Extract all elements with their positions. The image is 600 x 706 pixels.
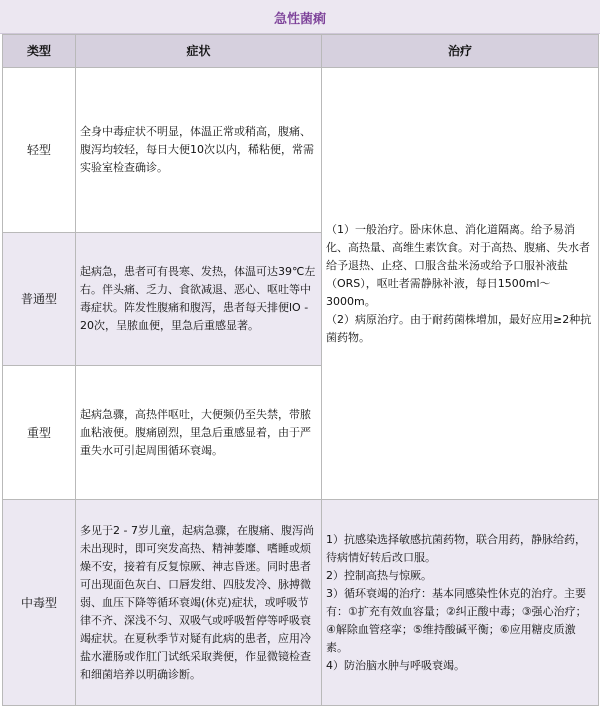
- header-symptoms: 症状: [76, 35, 322, 68]
- symptom-cell: 起病急，患者可有畏寒、发热，体温可达39℃左右。伴头痛、乏力、食欲减退、恶心、呕吐等中毒症状。阵发性腹痛和腹泻，患者每天排便lO - 20次，呈脓血便，里急后重感显著。: [76, 233, 322, 366]
- header-row: [3, 35, 599, 68]
- treatment-general-cell: [322, 68, 599, 500]
- header-treatment: 治疗: [322, 35, 599, 68]
- treatment-paragraph: 2）控制高热与惊厥。: [326, 568, 432, 582]
- table-row: [3, 68, 599, 233]
- type-cell: 中毒型: [3, 500, 76, 706]
- treatment-toxic-cell: [322, 500, 599, 706]
- type-cell: 重型: [3, 366, 76, 500]
- symptom-cell: 起病急骤，高热伴呕吐，大便频仍至失禁，带脓血粘液便。腹痛剧烈，里急后重感显着，由于严重失水可引起周围循环衰竭。: [76, 366, 322, 500]
- table-row: [3, 500, 599, 706]
- title-bar: [0, 0, 600, 34]
- header-type: 类型: [3, 35, 76, 68]
- symptom-cell: 多见于2 - 7岁儿童，起病急骤，在腹痛、腹泻尚未出现时，即可突发高热、精神萎靡、嗜睡或烦燥不安，接着有反复惊厥、神志昏迷。同时患者可出现面色灰白、口唇发绀、四肢发冷、脉搏微弱、血压下降等循环衰竭(休克)症状，或呼吸节律不齐、深浅不匀、双吸气或呼吸暂停等呼吸衰竭症状。在夏秋季节对疑有此病的患者，应用冷盐水灌肠或作肛门试纸采取粪便，作显微镜检查和细菌培养以明确诊断。: [76, 500, 322, 706]
- treatment-paragraph: 1）抗感染选择敏感抗菌药物，联合用药，静脉给药，待病情好转后改口服。: [326, 532, 586, 564]
- treatment-paragraph: 3）循环衰竭的治疗：基本同感染性休克的治疗。主要有：①扩充有效血容量；②纠正酸中毒；③强心治疗；④解除血管痉挛；⑤维持酸碱平衡；⑥应用糖皮质激素。: [326, 586, 587, 654]
- treatment-paragraph: 4）防治脑水肿与呼吸衰竭。: [326, 658, 465, 672]
- page-title: 急性菌痢: [273, 12, 326, 27]
- treatment-paragraph: （2）病原治疗。由于耐药菌株增加，最好应用≥2种抗菌药物。: [326, 312, 592, 344]
- symptom-cell: 全身中毒症状不明显，体温正常或稍高，腹痛、腹泻均较轻，每日大便10次以内，稀粘便，常需实验室检查确诊。: [76, 68, 322, 233]
- treatment-paragraph: （1）一般治疗。卧床休息、消化道隔离。给予易消化、高热量、高维生素饮食。对于高热、腹痛、失水者给予退热、止痉、口服含盐米汤或给予口服补液盐（ORS），呕吐者需静脉补液，每日1500ml～3000m。: [326, 222, 590, 308]
- type-cell: 轻型: [3, 68, 76, 233]
- type-cell: 普通型: [3, 233, 76, 366]
- dysentery-table: [2, 34, 599, 706]
